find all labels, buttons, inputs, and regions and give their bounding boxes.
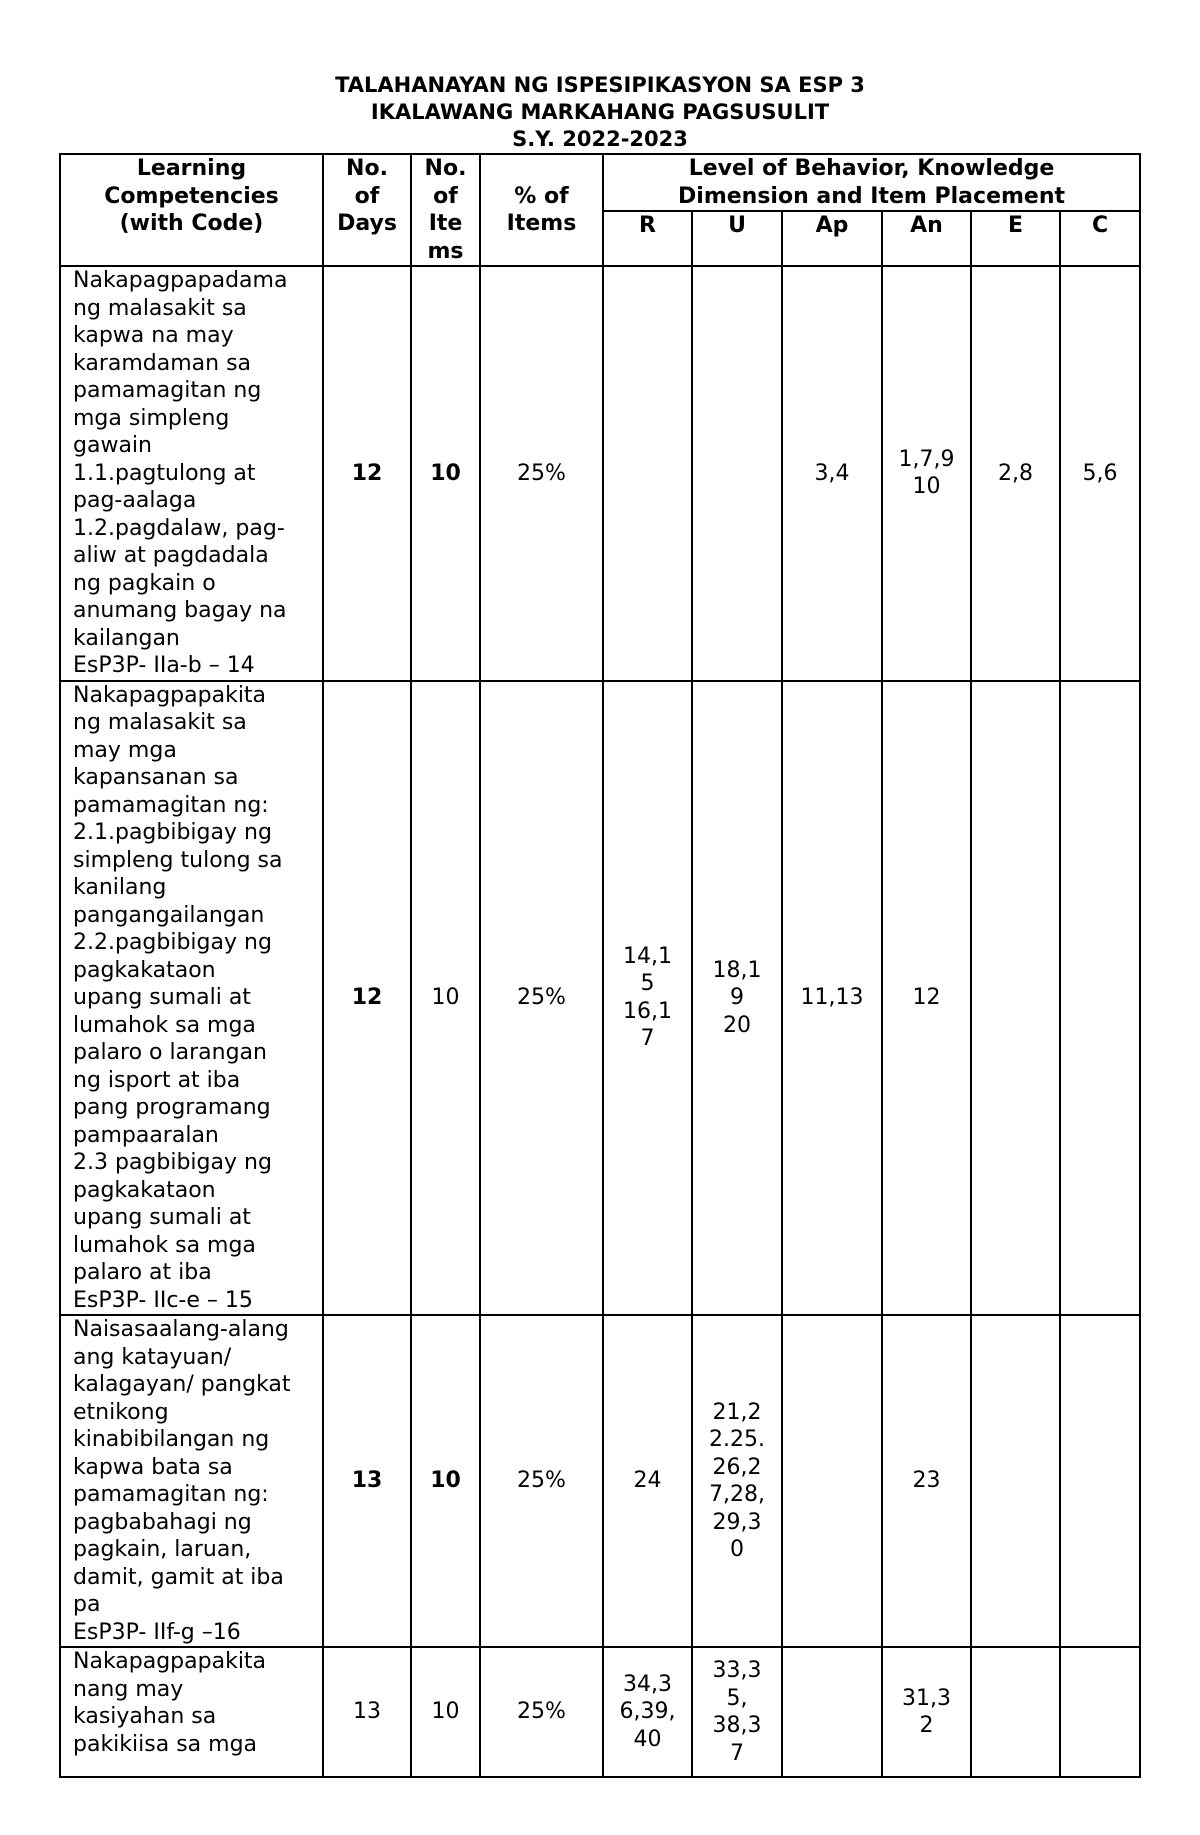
- level-an-cell: 12: [882, 681, 971, 1316]
- level-c-cell: [1060, 1315, 1140, 1647]
- document-title: [0, 72, 1200, 153]
- table-row: [60, 681, 1140, 1316]
- percent-cell: 25%: [480, 1647, 603, 1777]
- percent-cell: 25%: [480, 681, 603, 1316]
- level-e-cell: [971, 1315, 1060, 1647]
- level-ap-cell: [782, 1647, 882, 1777]
- level-u-cell: 33,3 5, 38,3 7: [692, 1647, 782, 1777]
- table-row: [60, 1647, 1140, 1777]
- level-r-cell: [603, 266, 692, 681]
- items-cell: 10: [411, 1315, 480, 1647]
- level-ap-cell: 11,13: [782, 681, 882, 1316]
- table-row: [60, 266, 1140, 681]
- items-cell: 10: [411, 681, 480, 1316]
- level-c-cell: 5,6: [1060, 266, 1140, 681]
- title-line-1: TALAHANAYAN NG ISPESIPIKASYON SA ESP 3: [335, 73, 865, 97]
- title-line-3: S.Y. 2022-2023: [512, 127, 688, 151]
- percent-cell: 25%: [480, 266, 603, 681]
- table-row: [60, 1315, 1140, 1647]
- days-cell: 12: [323, 266, 411, 681]
- header-level-an: An: [882, 211, 971, 266]
- items-cell: 10: [411, 266, 480, 681]
- level-ap-cell: 3,4: [782, 266, 882, 681]
- header-level-r: R: [603, 211, 692, 266]
- level-an-cell: 1,7,9 10: [882, 266, 971, 681]
- items-cell: 10: [411, 1647, 480, 1777]
- level-r-cell: 14,1 5 16,1 7: [603, 681, 692, 1316]
- days-cell: 13: [323, 1647, 411, 1777]
- competency-cell: Nakapagpapakita nang may kasiyahan sa pakikiisa sa mga: [60, 1647, 323, 1777]
- header-percent: % of Items: [480, 154, 603, 266]
- level-e-cell: [971, 681, 1060, 1316]
- percent-cell: 25%: [480, 1315, 603, 1647]
- header-level-e: E: [971, 211, 1060, 266]
- level-e-cell: [971, 1647, 1060, 1777]
- header-level-c: C: [1060, 211, 1140, 266]
- level-c-cell: [1060, 681, 1140, 1316]
- level-an-cell: 23: [882, 1315, 971, 1647]
- days-cell: 13: [323, 1315, 411, 1647]
- specification-table: [59, 153, 1141, 1778]
- header-days: No. of Days: [323, 154, 411, 266]
- level-r-cell: 34,3 6,39, 40: [603, 1647, 692, 1777]
- level-e-cell: 2,8: [971, 266, 1060, 681]
- competency-cell: Nakapagpapakita ng malasakit sa may mga kapansanan sa pamamagitan ng: 2.1.pagbibigay ng simpleng tulong sa kanilang pangangailangan 2.2.pagbibigay ng pagkakataon upang sumali at lumahok sa mga palaro o larangan ng isport at iba pang programang pampaaralan 2.3 pagbibigay ng pagkakataon upang sumali at lumahok sa mga palaro at iba EsP3P- IIc-e – 15: [60, 681, 323, 1316]
- header-row-1: [60, 154, 1140, 211]
- competency-cell: Naisasaalang-alang ang katayuan/ kalagayan/ pangkat etnikong kinabibilangan ng kapwa bata sa pamamagitan ng: pagbabahagi ng pagkain, laruan, damit, gamit at iba pa EsP3P- IIf-g –16: [60, 1315, 323, 1647]
- days-cell: 12: [323, 681, 411, 1316]
- level-u-cell: 18,1 9 20: [692, 681, 782, 1316]
- level-c-cell: [1060, 1647, 1140, 1777]
- level-r-cell: 24: [603, 1315, 692, 1647]
- header-level-of-behavior: Level of Behavior, Knowledge Dimension and Item Placement: [603, 154, 1140, 211]
- header-level-ap: Ap: [782, 211, 882, 266]
- competency-cell: Nakapagpapadama ng malasakit sa kapwa na may karamdaman sa pamamagitan ng mga simpleng gawain 1.1.pagtulong at pag-aalaga 1.2.pagdalaw, pag- aliw at pagdadala ng pagkain o anumang bagay na kailangan EsP3P- IIa-b – 14: [60, 266, 323, 681]
- header-level-u: U: [692, 211, 782, 266]
- level-an-cell: 31,3 2: [882, 1647, 971, 1777]
- header-items: No. of Ite ms: [411, 154, 480, 266]
- level-ap-cell: [782, 1315, 882, 1647]
- level-u-cell: [692, 266, 782, 681]
- title-line-2: IKALAWANG MARKAHANG PAGSUSULIT: [370, 100, 830, 124]
- level-u-cell: 21,2 2.25. 26,2 7,28, 29,3 0: [692, 1315, 782, 1647]
- header-competency: Learning Competencies (with Code): [60, 154, 323, 266]
